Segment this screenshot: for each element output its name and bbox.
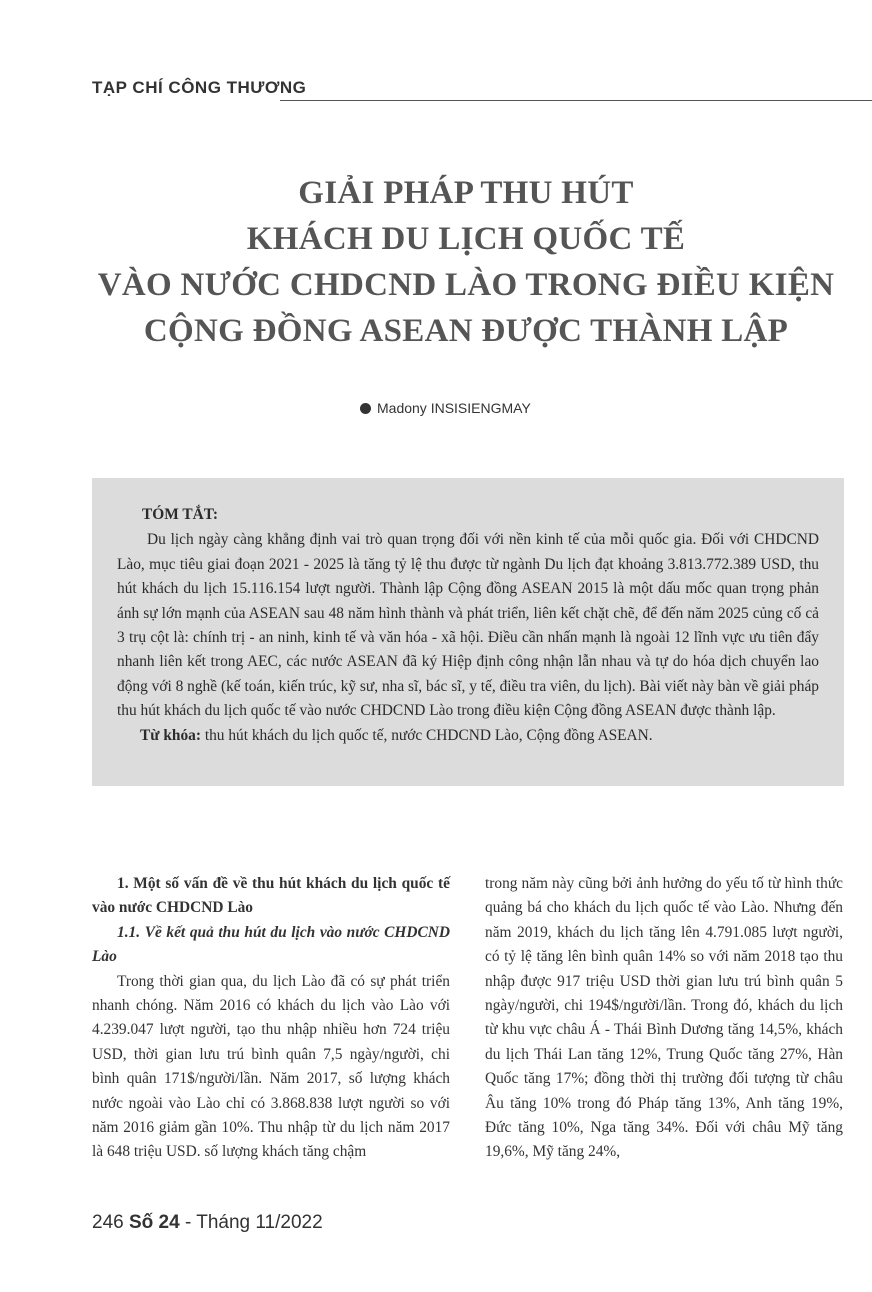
keywords-label: Từ khóa:: [140, 726, 201, 744]
issue-number: Số 24: [128, 1212, 180, 1233]
right-column: [485, 872, 843, 1165]
subsection-heading: 1.1. Về kết quả thu hút du lịch vào nước CHDCND Lào: [92, 923, 450, 966]
abstract-heading: TÓM TẮT:: [142, 506, 218, 523]
section-heading: 1. Một số vấn đề về thu hút khách du lịch quốc tế vào nước CHDCND Lào: [92, 875, 450, 917]
footer-separator: -: [179, 1212, 197, 1233]
left-column: [92, 872, 450, 1165]
title-line: KHÁCH DU LỊCH QUỐC TẾ: [246, 221, 686, 257]
page-footer: [92, 1212, 323, 1234]
title-line: GIẢI PHÁP THU HÚT: [298, 175, 634, 211]
journal-name: TẠP CHÍ CÔNG THƯƠNG: [92, 78, 307, 97]
author-name: Madony INSISIENGMAY: [377, 400, 531, 416]
abstract-body: Du lịch ngày càng khẳng định vai trò quan trọng đối với nền kinh tế của mỗi quốc gia. Đối với CHDCND Lào, mục tiêu giai đoạn 2021 - 2025 là tăng tỷ lệ thu được từ ngành Du lịch đạt khoảng 3.813.772.389 USD, thu hút khách du lịch 15.116.154 lượt người. Thành lập Cộng đồng ASEAN 2015 là một dấu mốc quan trọng phản ánh sự lớn mạnh của ASEAN sau 48 năm hình thành và phát triển, liên kết chặt chẽ, để đến năm 2025 củng cố cả 3 trụ cột là: chính trị - an ninh, kinh tế và văn hóa - xã hội. Điều cần nhấn mạnh là ngoài 12 lĩnh vực ưu tiên đẩy nhanh liên kết trong AEC, các nước ASEAN đã ký Hiệp định công nhận lẫn nhau và tự do hóa dịch chuyển lao động với 8 nghề (kế toán, kiến trúc, kỹ sư, nha sĩ, bác sĩ, y tế, điều tra viên, du lịch). Bài viết này bàn về giải pháp thu hút khách du lịch quốc tế vào nước CHDCND Lào trong điều kiện Cộng đồng ASEAN được thành lập.: [117, 531, 819, 720]
body-paragraph: Trong thời gian qua, du lịch Lào đã có sự phát triển nhanh chóng. Năm 2016 có khách du lịch vào Lào với 4.239.047 lượt người, tạo thu nhập nhiều hơn 724 triệu USD, thời gian lưu trú bình quân 7,5 ngày/người, chi bình quân 171$/người/lần. Năm 2017, số lượng khách nước ngoài vào Lào chỉ có 3.868.838 lượt người so với năm 2016 giảm gần 10%. Thu nhập từ du lịch năm 2017 là 648 triệu USD. số lượng khách tăng chậm: [92, 972, 450, 1161]
issue-date: Tháng 11/2022: [196, 1212, 323, 1233]
header-rule: [280, 100, 872, 101]
page-number: 246: [92, 1212, 124, 1233]
title-line: VÀO NƯỚC CHDCND LÀO TRONG ĐIỀU KIỆN: [97, 267, 835, 303]
abstract-box: [92, 478, 844, 786]
author-byline: [360, 400, 531, 416]
body-paragraph: trong năm này cũng bởi ảnh hưởng do yếu tố từ hình thức quảng bá cho khách du lịch quốc tế vào Lào. Nhưng đến năm 2019, khách du lịch tăng lên 4.791.085 lượt người, có tỷ lệ tăng lên bình quân 14% so với năm 2018 tạo thu nhập được 917 triệu USD thời gian lưu trú bình quân 5 ngày/người, chi 194$/người/lần. Trong đó, khách du lịch từ khu vực châu Á - Thái Bình Dương tăng 14,5%, khách du lịch Thái Lan tăng 12%, Trung Quốc tăng 27%, Hàn Quốc tăng 17%; đồng thời thị trường đối tượng từ châu Âu tăng 10% trong đó Pháp tăng 13%, Anh tăng 19%, Đức tăng 10%, Nga tăng 34%. Đối với châu Mỹ tăng 19,6%, Mỹ tăng 24%,: [485, 875, 843, 1161]
title-line: CỘNG ĐỒNG ASEAN ĐƯỢC THÀNH LẬP: [143, 313, 789, 349]
article-title: [40, 170, 872, 354]
keywords: [117, 724, 819, 748]
bullet-icon: [360, 403, 371, 414]
keywords-text: thu hút khách du lịch quốc tế, nước CHDCND Lào, Cộng đồng ASEAN.: [200, 726, 653, 744]
